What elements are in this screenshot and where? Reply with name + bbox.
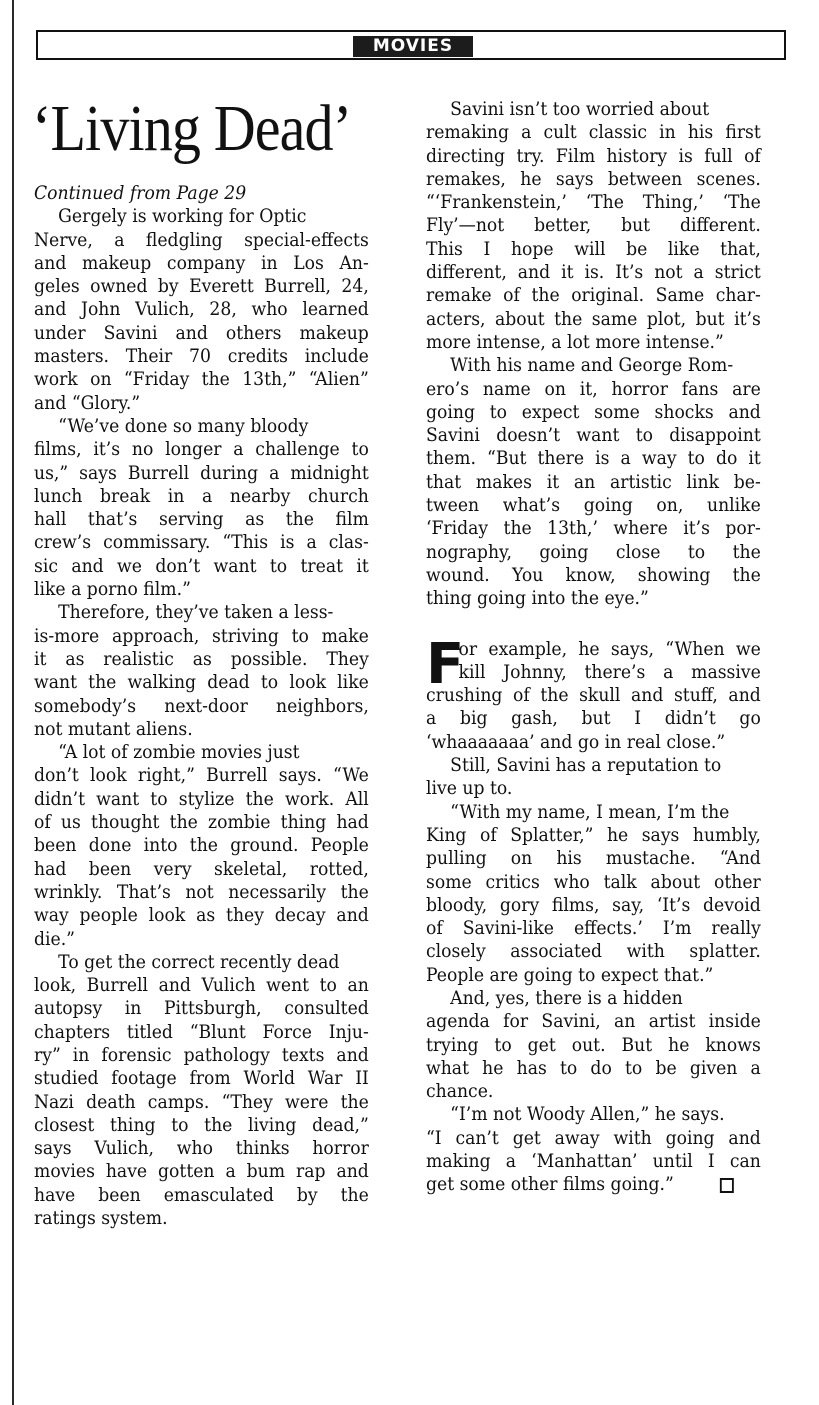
text-line: going to expect some shocks and xyxy=(426,401,761,423)
text-line: agenda for Savini, an artist inside xyxy=(426,1011,761,1033)
text-line: a big gash, but I didn’t go xyxy=(426,708,761,730)
text-line: pulling on his mustache. “And xyxy=(426,848,761,870)
text-line: tween what’s going on, unlike xyxy=(426,495,761,517)
text-line: acters, about the same plot, but it’s xyxy=(426,308,761,330)
text-line: wound. You know, showing the xyxy=(426,564,761,586)
text-line: Still, Savini has a reputation to xyxy=(450,755,722,777)
text-line: ry” in forensic pathology texts and xyxy=(34,1044,369,1066)
text-line: nography, going close to the xyxy=(426,541,761,563)
text-line: Nazi death camps. “They were the xyxy=(34,1091,369,1113)
text-line: autopsy in Pittsburgh, consulted xyxy=(34,998,369,1020)
text-line: thing going into the eye.” xyxy=(426,588,649,610)
page-edge-rule xyxy=(12,0,14,1405)
text-line: chapters titled “Blunt Force Inju- xyxy=(34,1021,369,1043)
text-line: somebody’s next-door neighbors, xyxy=(34,695,369,717)
text-line: remake of the original. Same char- xyxy=(426,285,761,307)
text-line: crushing of the skull and stuff, and xyxy=(426,685,761,707)
text-line: chance. xyxy=(426,1081,494,1103)
text-line: kill Johnny, there’s a massive xyxy=(458,661,761,683)
text-line: bloody, gory films, say, ‘It’s devoid xyxy=(426,894,761,916)
text-line: is-more approach, striving to make xyxy=(34,625,369,647)
text-line: and makeup company in Los An- xyxy=(34,252,369,274)
text-line: and John Vulich, 28, who learned xyxy=(34,299,369,321)
text-line: ero’s name on it, horror fans are xyxy=(426,378,761,400)
text-line: Continued from Page 29 xyxy=(34,183,247,204)
text-line: And, yes, there is a hidden xyxy=(450,987,683,1009)
text-line: masters. Their 70 credits include xyxy=(34,346,369,368)
text-line: didn’t want to stylize the work. All xyxy=(34,788,369,810)
text-line: movies have gotten a bum rap and xyxy=(34,1161,369,1183)
text-line: that makes it an artistic link be- xyxy=(426,471,761,493)
text-line: what he has to do to be given a xyxy=(426,1057,761,1079)
text-line: With his name and George Rom- xyxy=(450,355,734,377)
text-line: King of Splatter,” he says humbly, xyxy=(426,824,761,846)
text-line: sic and we don’t want to treat it xyxy=(34,555,369,577)
text-line: get some other films going.” xyxy=(426,1174,674,1196)
text-line: been done into the ground. People xyxy=(34,835,369,857)
text-line: more intense, a lot more intense.” xyxy=(426,331,724,353)
text-line: of Savini-like effects.’ I’m really xyxy=(426,918,761,940)
text-line: This I hope will be like that, xyxy=(426,238,761,260)
text-line: don’t look right,” Burrell says. “We xyxy=(34,765,369,787)
text-line: Gergely is working for Optic xyxy=(58,206,307,228)
text-line: “I can’t get away with going and xyxy=(426,1127,761,1149)
text-line: directing try. Film history is full of xyxy=(426,145,761,167)
text-line: ratings system. xyxy=(34,1208,168,1230)
text-line: live up to. xyxy=(426,778,513,800)
text-line: look, Burrell and Vulich went to an xyxy=(34,975,369,997)
text-line: Fly’—not better, but different. xyxy=(426,215,761,237)
text-line: remakes, he says between scenes. xyxy=(426,168,761,190)
text-line: had been very skeletal, rotted, xyxy=(34,858,369,880)
text-line: want the walking dead to look like xyxy=(34,672,369,694)
article-headline: ‘Living Dead’ xyxy=(32,92,352,165)
text-line: them. “But there is a way to do it xyxy=(426,448,761,470)
text-line: us,” says Burrell during a midnight xyxy=(34,462,369,484)
text-line: People are going to expect that.” xyxy=(426,964,714,986)
text-line: films, it’s no longer a challenge to xyxy=(34,439,369,461)
text-line: lunch break in a nearby church xyxy=(34,485,369,507)
text-line: says Vulich, who thinks horror xyxy=(34,1138,369,1160)
text-line: closely associated with splatter. xyxy=(426,941,761,963)
text-line: “With my name, I mean, I’m the xyxy=(450,801,730,823)
text-line: Savini isn’t too worried about xyxy=(450,99,710,120)
text-line: different, and it is. It’s not a strict xyxy=(426,262,761,284)
text-line: trying to get out. But he knows xyxy=(426,1034,761,1056)
text-line: closest thing to the living dead,” xyxy=(34,1114,369,1136)
text-line: ‘Friday the 13th,’ where it’s por- xyxy=(426,518,761,540)
text-line: “‘Frankenstein,’ ‘The Thing,’ ‘The xyxy=(426,192,761,214)
text-line: Savini doesn’t want to disappoint xyxy=(426,425,761,447)
left-column xyxy=(34,182,394,1230)
text-line: of us thought the zombie thing had xyxy=(34,812,369,834)
text-line: and “Glory.” xyxy=(34,392,141,414)
text-line: “We’ve done so many bloody xyxy=(58,415,309,437)
text-line: like a porno film.” xyxy=(34,579,191,601)
text-line: ‘whaaaaaaa’ and go in real close.” xyxy=(426,731,726,753)
text-line: remaking a cult classic in his first xyxy=(426,122,761,144)
text-line: some critics who talk about other xyxy=(426,871,761,893)
text-line: making a ‘Manhattan’ until I can xyxy=(426,1151,761,1173)
text-line: crew’s commissary. “This is a clas- xyxy=(34,532,369,554)
text-line: it as realistic as possible. They xyxy=(34,648,369,670)
section-break xyxy=(426,611,786,638)
text-line: die.” xyxy=(34,928,75,950)
text-line: Therefore, they’ve taken a less- xyxy=(58,602,334,624)
text-line: “I’m not Woody Allen,” he says. xyxy=(450,1104,725,1126)
text-line: hall that’s serving as the film xyxy=(34,509,369,531)
end-mark-icon xyxy=(720,1178,734,1193)
text-line: work on “Friday the 13th,” “Alien” xyxy=(34,369,369,391)
text-line: under Savini and others makeup xyxy=(34,322,369,344)
text-line: not mutant aliens. xyxy=(34,718,193,740)
dropcap-letter: F xyxy=(426,631,465,697)
text-line: geles owned by Everett Burrell, 24, xyxy=(34,276,369,298)
text-line: wrinkly. That’s not necessarily the xyxy=(34,881,369,903)
text-line: Nerve, a fledgling special-effects xyxy=(34,229,369,251)
right-column-bottom xyxy=(426,684,786,1197)
text-line: or example, he says, “When we xyxy=(458,638,761,660)
text-line: way people look as they decay and xyxy=(34,905,369,927)
text-line: studied footage from World War II xyxy=(34,1068,369,1090)
right-column xyxy=(426,98,786,1197)
text-line: To get the correct recently dead xyxy=(58,951,340,973)
right-column-top xyxy=(426,98,786,611)
section-label: MOVIES xyxy=(353,36,473,57)
dropcap-lines xyxy=(426,638,786,685)
text-line: have been emasculated by the xyxy=(34,1184,369,1206)
text-line: “A lot of zombie movies just xyxy=(58,742,300,764)
